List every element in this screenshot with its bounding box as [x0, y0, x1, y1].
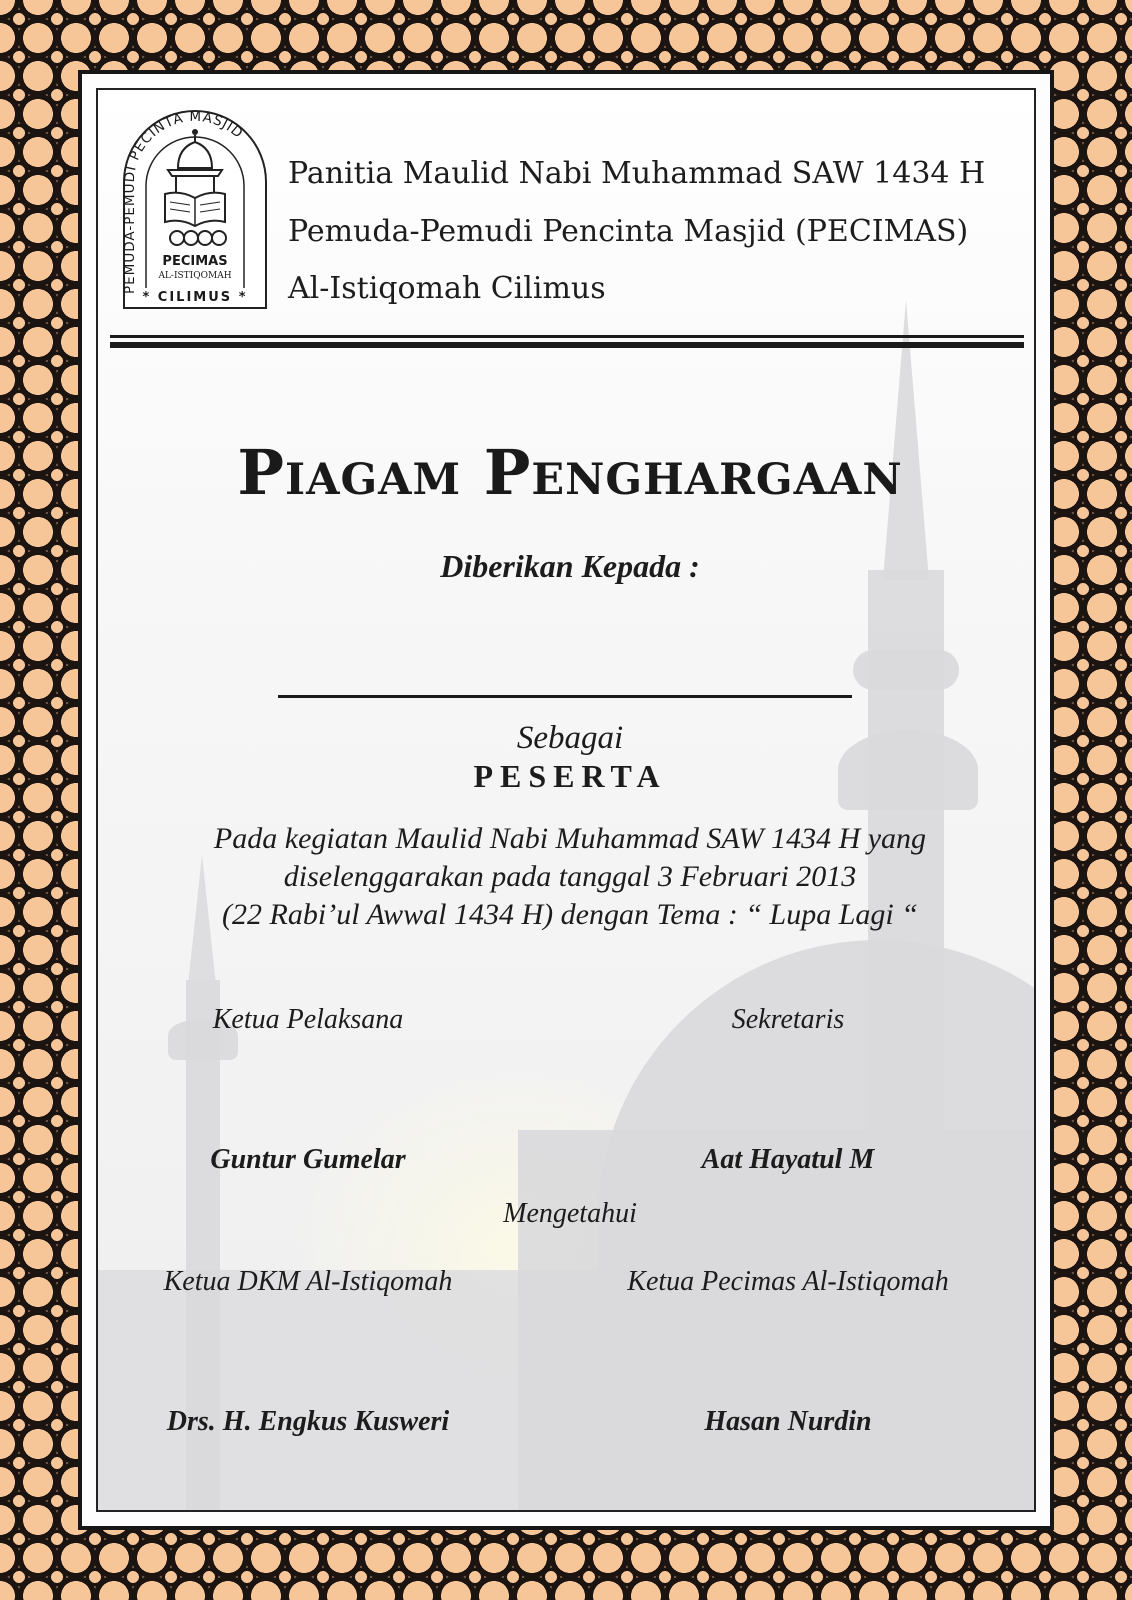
logo-name: PECIMAS	[162, 254, 228, 269]
acknowledged-label: Mengetahui	[503, 1198, 637, 1229]
pecimas-name: Hasan Nurdin	[704, 1406, 872, 1437]
header-divider-thick	[110, 342, 1024, 348]
recipient-name-line	[278, 695, 852, 698]
logo-arc-text: PEMUDA-PEMUDI PECINTA MASJID	[121, 110, 247, 294]
certificate-inner-frame	[96, 88, 1036, 1512]
header-line-2: Pemuda-Pemudi Pencinta Masjid (PECIMAS)	[288, 214, 969, 249]
description-line-1: Pada kegiatan Maulid Nabi Muhammad SAW 1434 H yang	[213, 822, 927, 855]
dkm-title: Ketua DKM Al-Istiqomah	[163, 1266, 453, 1297]
header-line-3: Al-Istiqomah Cilimus	[288, 271, 606, 306]
as-label: Sebagai	[516, 720, 624, 756]
role-label: PESERTA	[473, 758, 667, 794]
certificate-content	[98, 90, 1036, 1512]
description-line-2: diselenggarakan pada tanggal 3 Februari 2013	[283, 860, 857, 893]
certificate-title: Piagam Penghargaan	[237, 436, 903, 509]
chair-name: Guntur Gumelar	[210, 1144, 406, 1175]
secretary-name: Aat Hayatul M	[701, 1144, 875, 1175]
header-line-1: Panitia Maulid Nabi Muhammad SAW 1434 H	[288, 156, 986, 191]
secretary-title: Sekretaris	[731, 1004, 845, 1035]
given-to-label: Diberikan Kepada :	[440, 548, 700, 584]
chair-title: Ketua Pelaksana	[212, 1004, 404, 1035]
pecimas-logo	[120, 110, 270, 310]
logo-place: * CILIMUS *	[142, 290, 248, 305]
pecimas-title: Ketua Pecimas Al-Istiqomah	[627, 1266, 949, 1297]
dkm-name: Drs. H. Engkus Kusweri	[166, 1406, 450, 1437]
description-line-3: (22 Rabi’ul Awwal 1434 H) dengan Tema : “ Lupa Lagi “	[222, 898, 918, 931]
certificate-frame	[78, 70, 1054, 1530]
header-divider-thin	[110, 335, 1024, 338]
logo-subname: AL-ISTIQOMAH	[158, 271, 232, 281]
